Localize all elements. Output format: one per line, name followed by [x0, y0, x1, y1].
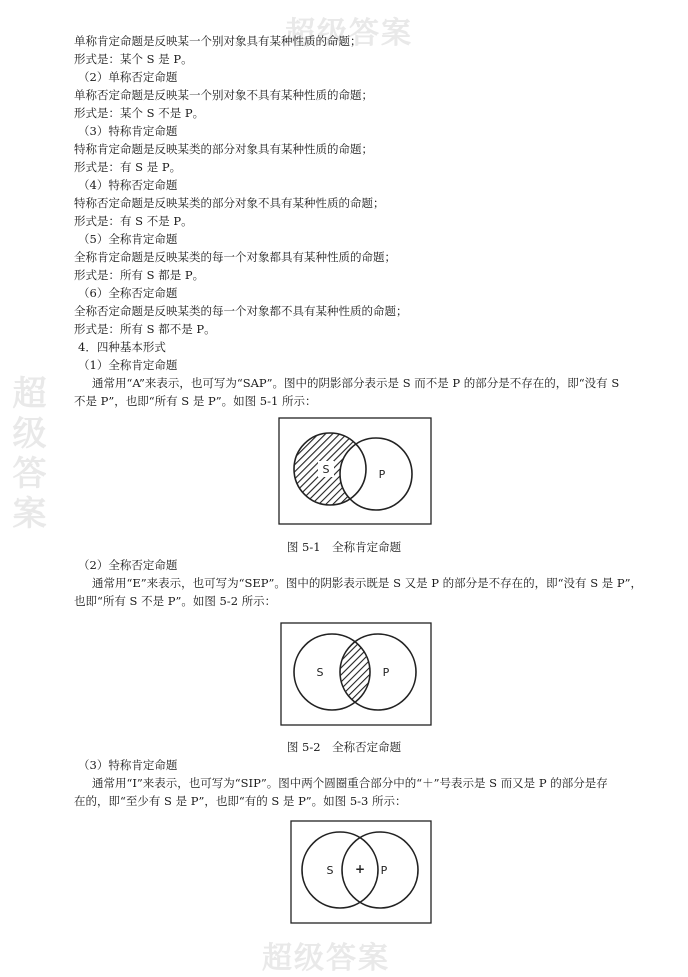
figure-5-3	[290, 820, 432, 924]
text-line: 单称肯定命题是反映某一个别对象具有某种性质的命题；	[74, 34, 362, 48]
label-plus: +	[354, 862, 366, 876]
section-heading: （3）特称肯定命题	[78, 124, 178, 138]
watermark-top: 超级答案	[285, 16, 413, 51]
label-s: S	[322, 463, 330, 476]
text-line: 形式是：有 S 不是 P。	[74, 214, 193, 228]
text-line: 通常用“E”来表示，也可写为“SEP”。图中的阴影表示既是 S 又是 P 的部分是不存在的，即“没有 S 是 P”，	[92, 576, 642, 590]
label-s: S	[326, 864, 334, 877]
label-p: P	[378, 468, 386, 481]
watermark-bottom: 超级答案	[262, 941, 390, 976]
section-heading: （2）单称否定命题	[78, 70, 178, 84]
section-heading: （5）全称肯定命题	[78, 232, 178, 246]
figure-5-1	[278, 417, 432, 525]
label-s: S	[316, 666, 324, 679]
label-p: P	[382, 666, 390, 679]
text-line: 形式是：有 S 是 P。	[74, 160, 182, 174]
label-p: P	[380, 864, 388, 877]
text-line: 特称肯定命题是反映某类的部分对象具有某种性质的命题；	[74, 142, 373, 156]
section-heading: （4）特称否定命题	[78, 178, 178, 192]
text-line: 特称否定命题是反映某类的部分对象不具有某种性质的命题；	[74, 196, 385, 210]
section-heading: （2）全称否定命题	[78, 558, 178, 572]
text-line: 在的，即“至少有 S 是 P”，也即“有的 S 是 P”。如图 5-3 所示：	[74, 794, 407, 808]
text-line: 全称肯定命题是反映某类的每一个对象都具有某种性质的命题；	[74, 250, 396, 264]
text-line: 形式是：某个 S 不是 P。	[74, 106, 205, 120]
figure-caption: 图 5-2 全称否定命题	[286, 740, 402, 754]
text-line: 通常用“I”来表示，也可写为“SIP”。图中两个圆圈重合部分中的“＋”号表示是 S 而又是 P 的部分是存	[92, 776, 608, 790]
text-line: 形式是：所有 S 都是 P。	[74, 268, 205, 282]
text-line: 单称否定命题是反映某一个别对象不具有某种性质的命题；	[74, 88, 373, 102]
text-line: 全称否定命题是反映某类的每一个对象都不具有某种性质的命题；	[74, 304, 408, 318]
figure-5-2	[280, 622, 432, 726]
section-heading: （1）全称肯定命题	[78, 358, 178, 372]
text-line: 形式是：某个 S 是 P。	[74, 52, 193, 66]
section-heading: （6）全称否定命题	[78, 286, 178, 300]
text-line: 形式是：所有 S 都不是 P。	[74, 322, 216, 336]
watermark-side: 超级答案	[6, 375, 46, 535]
text-line: 也即“所有 S 不是 P”。如图 5-2 所示：	[74, 594, 277, 608]
figure-caption: 图 5-1 全称肯定命题	[286, 540, 402, 554]
text-line: 通常用“A”来表示，也可写为“SAP”。图中的阴影部分表示是 S 而不是 P 的部分是不存在的，即“没有 S	[92, 376, 620, 390]
section-heading: （3）特称肯定命题	[78, 758, 178, 772]
text-line: 不是 P”，也即“所有 S 是 P”。如图 5-1 所示：	[74, 394, 317, 408]
section-heading: 4．四种基本形式	[78, 340, 166, 354]
